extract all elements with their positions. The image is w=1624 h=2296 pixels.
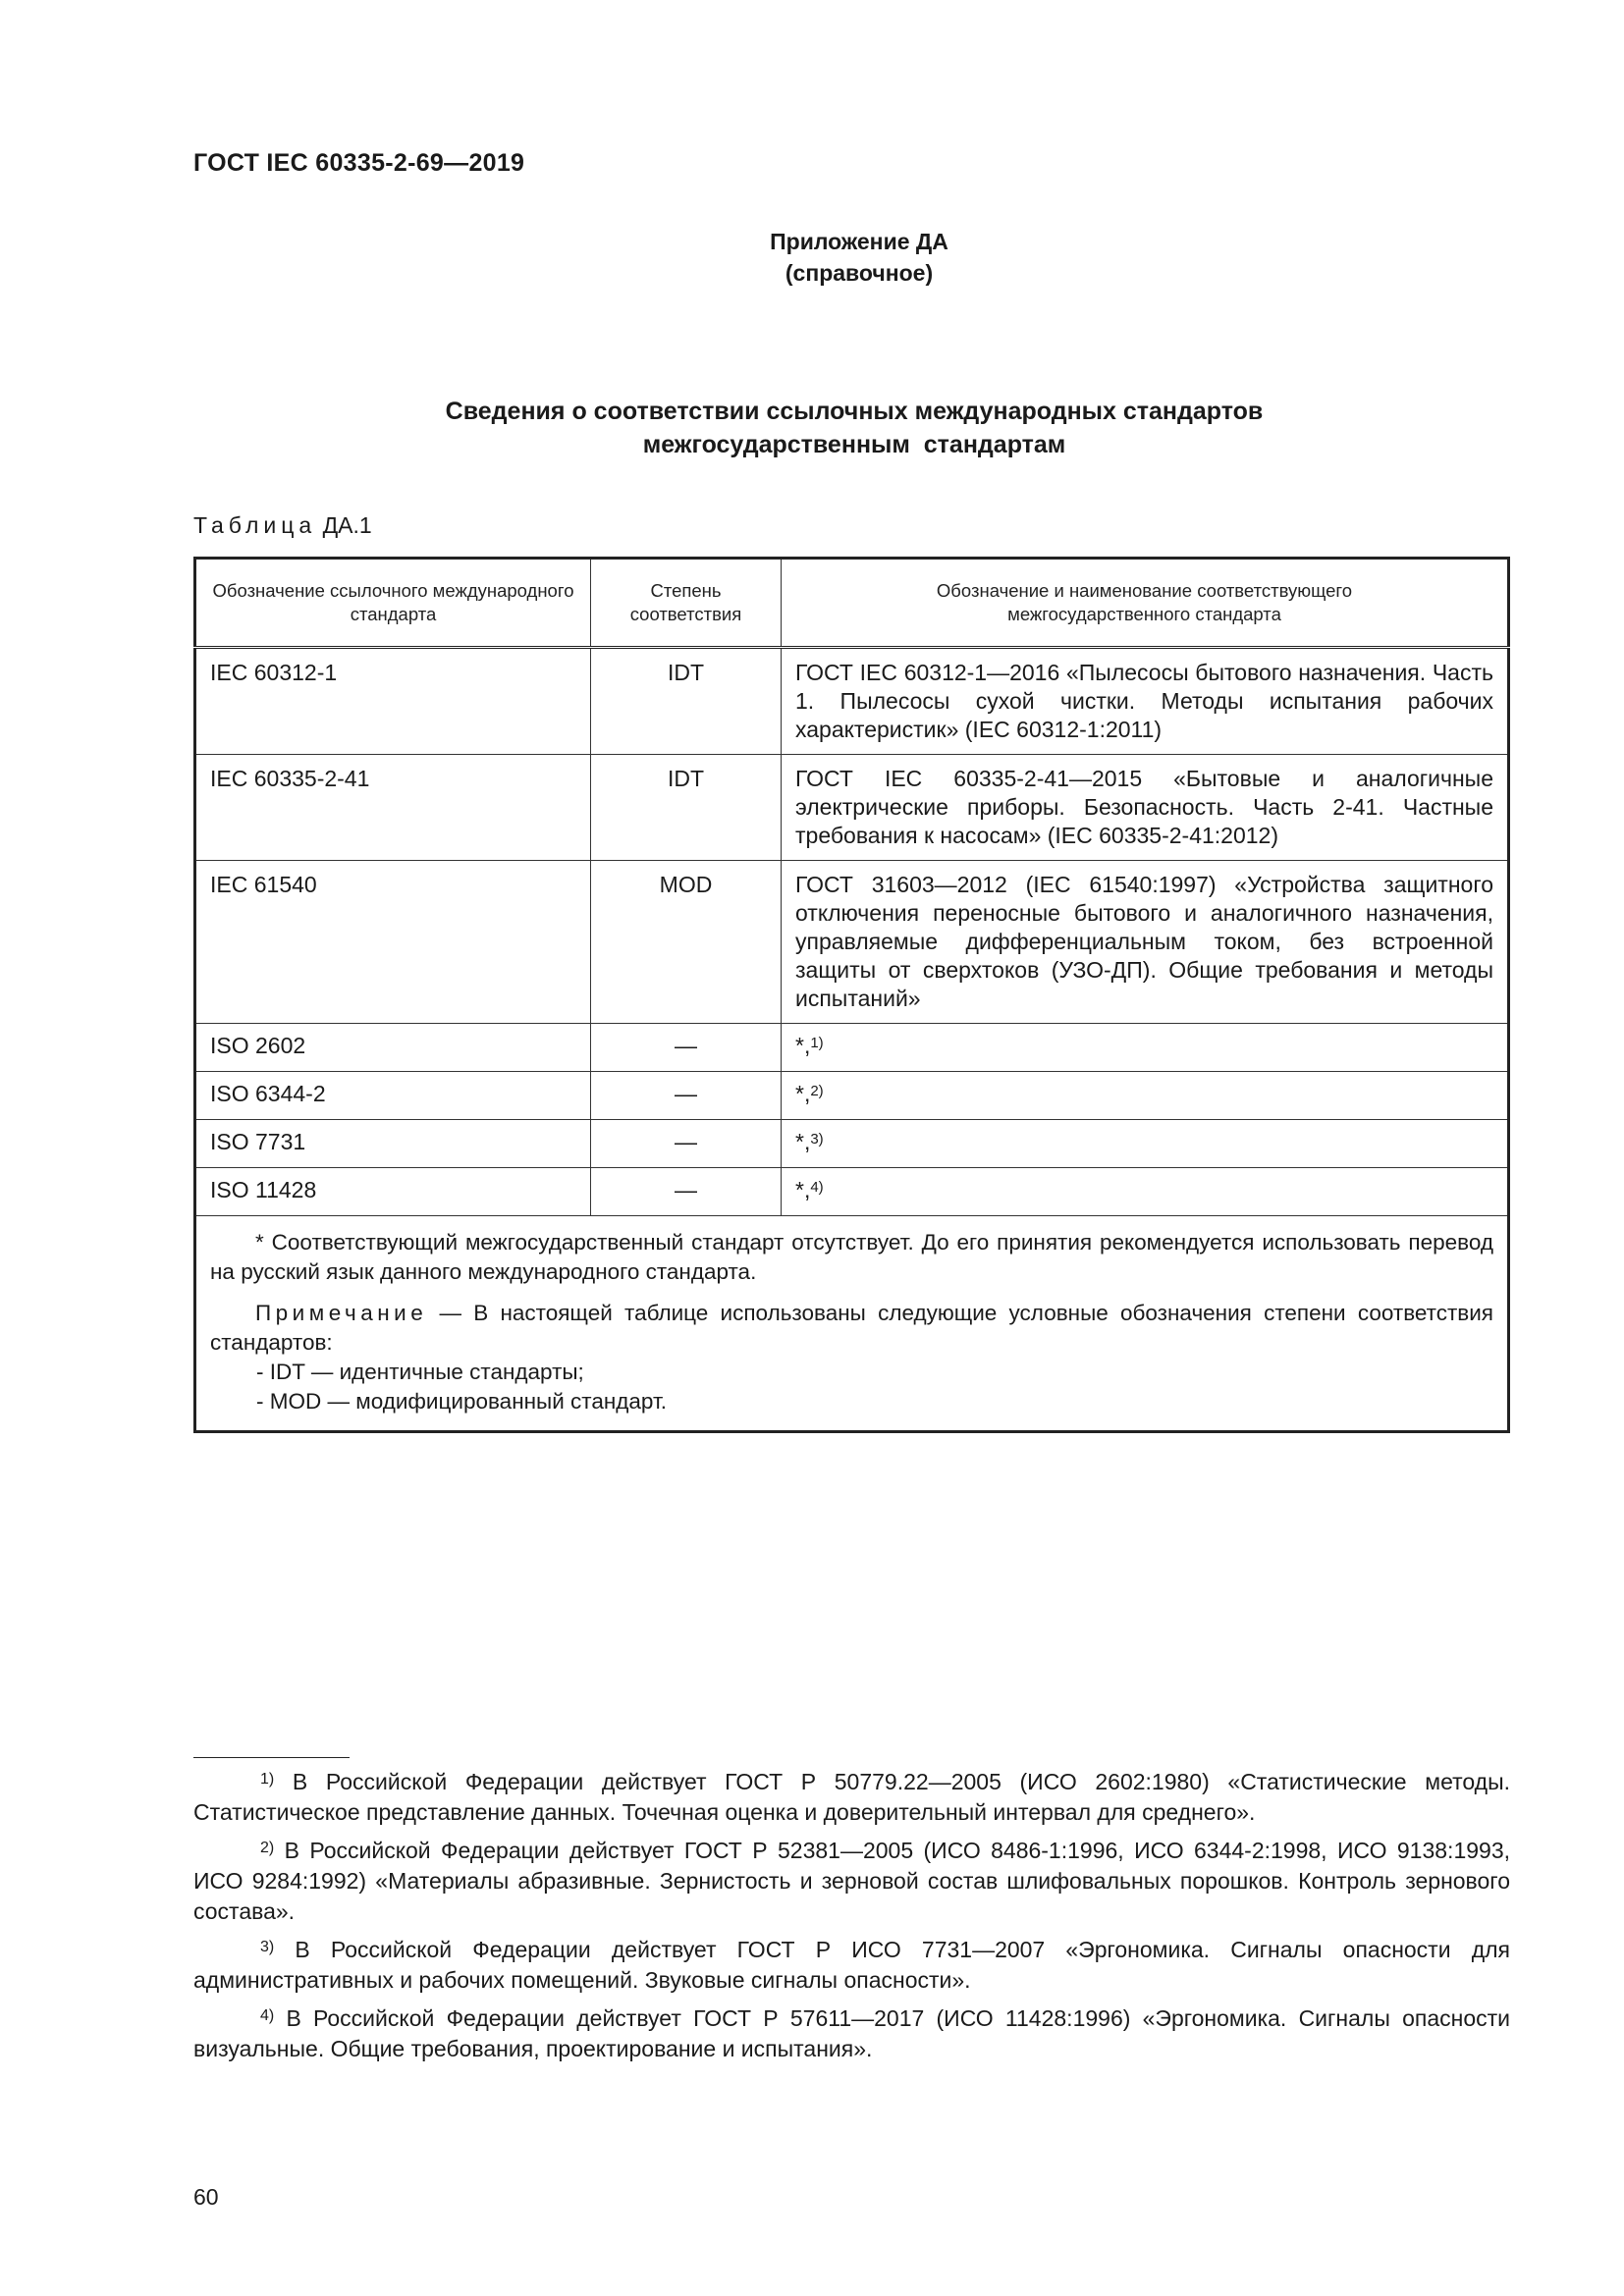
cell-degree: — [591, 1168, 782, 1216]
table-row [195, 648, 1509, 755]
table-row [195, 1120, 1509, 1168]
section-title-line2: межгосударственным стандартам [642, 431, 1066, 458]
footnote-mark: 4) [260, 2007, 275, 2024]
page-footnotes [193, 1767, 1510, 2072]
cell-star: *, [795, 1033, 811, 1058]
footnote-text: В Российской Федерации действует ГОСТ Р 57611—2017 (ИСО 11428:1996) «Эргономика. Сигналы опасности визуальные. Общие требования, проектирование и испытания». [193, 2005, 1511, 2061]
table-row [195, 1024, 1509, 1072]
footnote-text: В Российской Федерации действует ГОСТ Р 50779.22—2005 (ИСО 2602:1980) «Статистические методы. Статистическое представление данных. Точечная оценка и доверительный интервал для среднего». [193, 1769, 1510, 1825]
appendix-heading [0, 226, 1624, 289]
footnote [193, 1767, 1510, 1828]
document-header: ГОСТ IEC 60335-2-69—2019 [193, 149, 525, 177]
cell-designation: ГОСТ IEC 60312-1—2016 «Пылесосы бытового назначения. Часть 1. Пылесосы сухой чистки. Методы испытания рабочих характеристик» (IEC 60312-1:2011) [782, 648, 1509, 755]
table-row [195, 1072, 1509, 1120]
standards-table [193, 557, 1510, 1433]
cell-reference: ISO 6344-2 [195, 1072, 591, 1120]
cell-degree: MOD [591, 861, 782, 1024]
cell-reference: ISO 2602 [195, 1024, 591, 1072]
note-item-idt: - IDT — идентичные стандарты; [256, 1360, 584, 1384]
note-text: — В настоящей таблице использованы следующие условные обозначения степени соответствия стандартов: [210, 1301, 1493, 1355]
footnote [193, 1935, 1510, 1996]
cell-designation [782, 1120, 1509, 1168]
footnote-ref: 4) [810, 1179, 824, 1196]
appendix-title: Приложение ДА [770, 229, 948, 254]
cell-reference: IEC 60312-1 [195, 648, 591, 755]
cell-designation: ГОСТ IEC 60335-2-41—2015 «Бытовые и аналогичные электрические приборы. Безопасность. Часть 2-41. Частные требования к насосам» (IEC 60335-2-41:2012) [782, 755, 1509, 861]
footnote-ref: 3) [810, 1131, 824, 1148]
table-row [195, 1168, 1509, 1216]
cell-designation [782, 1072, 1509, 1120]
cell-reference: IEC 61540 [195, 861, 591, 1024]
page-number: 60 [193, 2184, 219, 2210]
cell-reference: ISO 7731 [195, 1120, 591, 1168]
cell-degree: — [591, 1120, 782, 1168]
appendix-subtitle: (справочное) [785, 260, 934, 286]
table-note [210, 1299, 1493, 1358]
table-footnote: * Соответствующий межгосударственный стандарт отсутствует. До его принятия рекомендуется использовать перевод на русский язык данного международного стандарта. [210, 1230, 1493, 1284]
footnote-mark: 1) [260, 1771, 275, 1788]
cell-degree: — [591, 1072, 782, 1120]
table-notes-row [195, 1216, 1509, 1432]
header-reference: Обозначение ссылочного международного стандарта [195, 559, 591, 648]
header-designation: Обозначение и наименование соответствующего межгосударственного стандарта [782, 559, 1509, 648]
table-caption-prefix: Таблица [193, 512, 317, 538]
footnote-mark: 2) [260, 1840, 275, 1856]
table-caption-number: ДА.1 [322, 512, 372, 538]
footnote-text: В Российской Федерации действует ГОСТ Р 52381—2005 (ИСО 8486-1:1996, ИСО 6344-2:1998, ИСО 9138:1993, ИСО 9284:1992) «Материалы абразивные. Зернистость и зерновой состав шлифовальных порошков. Контроль зернового состава». [193, 1838, 1511, 1924]
footnote-text: В Российской Федерации действует ГОСТ Р ИСО 7731—2007 «Эргономика. Сигналы опасности для административных и рабочих помещений. Звуковые сигналы опасности». [193, 1937, 1511, 1993]
table-notes [195, 1216, 1509, 1432]
header-degree: Степень соответствия [591, 559, 782, 648]
cell-star: *, [795, 1177, 811, 1202]
cell-reference: ISO 11428 [195, 1168, 591, 1216]
footnote-separator [193, 1757, 350, 1758]
table-row [195, 755, 1509, 861]
cell-degree: IDT [591, 648, 782, 755]
footnote-mark: 3) [260, 1939, 275, 1955]
note-item-mod: - MOD — модифицированный стандарт. [256, 1389, 668, 1414]
cell-designation: ГОСТ 31603—2012 (IEC 61540:1997) «Устройства защитного отключения переносные бытового и аналогичного назначения, управляемые дифференциальным током, без встроенной защиты от сверхтоков (УЗО-ДП). Общие требования и методы испытаний» [782, 861, 1509, 1024]
cell-designation [782, 1168, 1509, 1216]
cell-star: *, [795, 1081, 811, 1106]
footnote-ref: 1) [810, 1035, 824, 1051]
table-header-row [195, 559, 1509, 648]
note-label: Примечание [255, 1301, 428, 1325]
cell-reference: IEC 60335-2-41 [195, 755, 591, 861]
section-title [0, 395, 1624, 461]
section-title-line1: Сведения о соответствии ссылочных международных стандартов [445, 398, 1264, 425]
cell-degree: IDT [591, 755, 782, 861]
cell-designation [782, 1024, 1509, 1072]
cell-degree: — [591, 1024, 782, 1072]
footnote [193, 2003, 1510, 2064]
footnote-ref: 2) [810, 1083, 824, 1099]
table-caption [193, 512, 372, 539]
footnote [193, 1836, 1510, 1927]
table-row [195, 861, 1509, 1024]
cell-star: *, [795, 1129, 811, 1154]
